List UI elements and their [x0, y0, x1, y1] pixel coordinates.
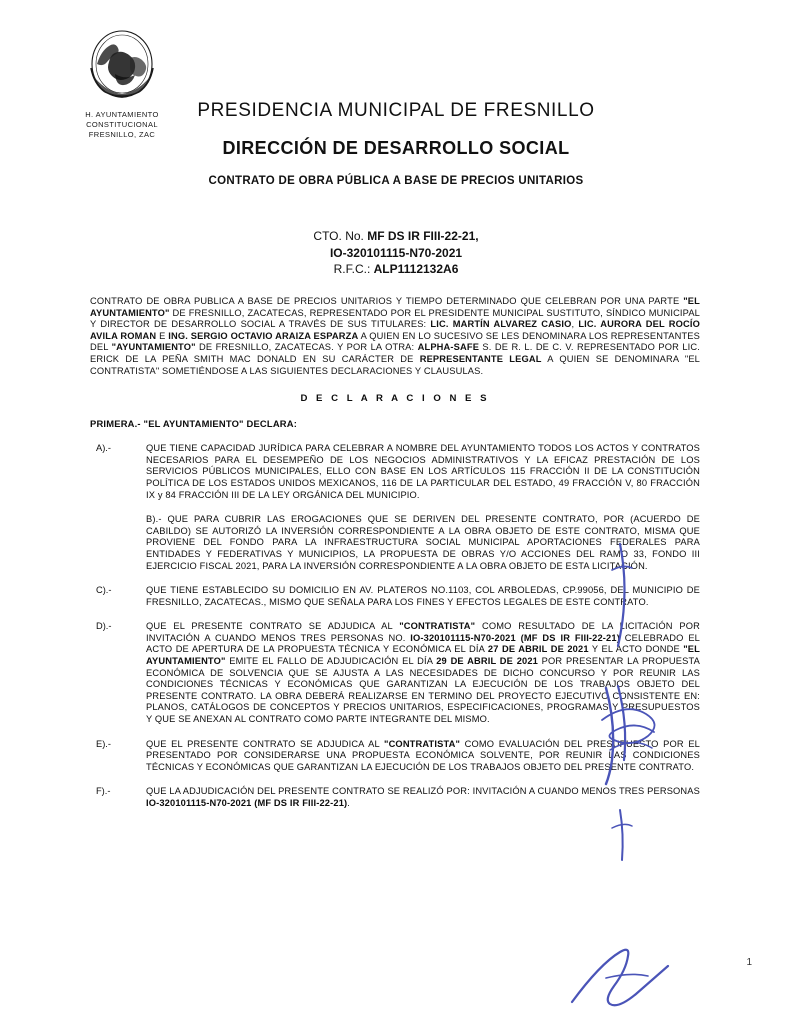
clause-e-paragraph: QUE EL PRESENTE CONTRATO SE ADJUDICA AL "CONTRATISTA" COMO EVALUACIÓN DEL PRESUPUESTO POR EL PRESENTADO POR CONSIDERARSE UNA PROPUESTA ECONÓMICA SOLVENTE, POR REUNIR LAS CONDICIONES TÉCNICAS Y ECONÓMICAS QUE GARANTIZAN LA EJECUCIÓN DE LOS TRABAJOS OBJETO DEL PRESENTE CONTRATO. [146, 738, 700, 772]
page-mark: 1 [746, 957, 752, 968]
clause-c [90, 585, 700, 608]
clause-e-text [146, 739, 700, 774]
clause-d [90, 621, 700, 725]
clause-b [90, 514, 700, 572]
intro-text: CONTRATO DE OBRA PUBLICA A BASE DE PRECIOS UNITARIOS Y TIEMPO DETERMINADO QUE CELEBRAN POR UNA PARTE "EL AYUNTAMIENTO" DE FRESNILLO, ZACATECAS, REPRESENTADO POR EL PRESIDENTE MUNICIPAL SUSTITUTO, SÍNDICO MUNICIPAL Y DIRECTOR DE DESARROLLO SOCIAL A TRAVÉS DE SUS TITULARES: LIC. MARTÍN ALVAREZ CASIO, LIC. AURORA DEL ROCÍO AVILA ROMAN E ING. SERGIO OCTAVIO ARAIZA ESPARZA A QUIEN EN LO SUCESIVO SE LES DENOMINARA LOS REPRESENTANTES DEL "AYUNTAMIENTO" DE FRESNILLO, ZACATECAS. Y POR LA OTRA: ALPHA-SAFE S. DE R. L. DE C. V. REPRESENTADO POR LIC. ERICK DE LA PEÑA SMITH MAC DONALD EN SU CARÁCTER DE REPRESENTANTE LEGAL A QUIEN SE DENOMINARA "EL CONTRATISTA" SOMETIÉNDOSE A LAS SIGUIENTES DECLARACIONES Y CLAUSULAS. [90, 296, 701, 376]
clause-a-paragraph: QUE TIENE CAPACIDAD JURÍDICA PARA CELEBRAR A NOMBRE DEL AYUNTAMIENTO TODOS LOS ACTOS Y CONTRATOS NECESARIOS PARA EL DESEMPEÑO DE LOS NEGOCIOS ADMINISTRATIVOS Y LA EFICAZ PRESTACIÓN DE LOS SERVICIOS PÚBLICOS MUNICIPALES, ELLO CON BASE EN LOS ARTÍCULOS 115 FRACCIÓN II DE LA CONSTITUCIÓN POLÍTICA DE LOS ESTADOS UNIDOS MEXICANOS, 116 DE LA PARTICULAR DEL ESTADO, 49 FRACCIÓN V, 80 FRACCIÓN IX y 84 FRACCIÓN III DE LA LEY ORGÁNICA DEL MUNICIPIO. [146, 443, 700, 500]
title-presidencia: PRESIDENCIA MUNICIPAL DE FRESNILLO [197, 100, 595, 121]
licitacion-number [60, 245, 732, 262]
clause-f-marker: F).- [96, 786, 111, 797]
signature-mark-4 [566, 944, 696, 1014]
rfc-label: R.F.C.: [333, 262, 371, 276]
cto-value: MF DS IR FIII-22-21, [367, 229, 479, 243]
clause-b-text [146, 514, 700, 572]
clause-a-text [146, 443, 700, 501]
clause-e-marker: E).- [96, 738, 111, 749]
clause-c-text [146, 585, 700, 608]
title-direccion: DIRECCIÓN DE DESARROLLO SOCIAL [222, 138, 570, 158]
letterhead-line-2: CONSTITUCIONAL [86, 120, 158, 129]
clause-f-text [146, 786, 700, 809]
clause-c-marker: C).- [96, 585, 112, 596]
rfc-line [60, 261, 732, 278]
clause-b-paragraph: B).- QUE PARA CUBRIR LAS EROGACIONES QUE SE DERIVEN DEL PRESENTE CONTRATO, POR (ACUERDO DE CABILDO) SE AUTORIZÓ LA INVERSIÓN CORRESPONDIENTE A LA OBRA OBJETO DE ESTE CONTRATO, MISMA QUE PROVIENE DEL FONDO PARA LA INFRAESTRUCTURA SOCIAL MUNICIPAL APORTACIONES FEDERALES PARA ENTIDADES Y FEDERATIVAS Y MUNICIPIOS, LA PROPUESTA DE OBRAS Y/O ACCIONES DEL RAMO 33, FONDO III EJERCICIO FISCAL 2021, PARA LA INVERSIÓN CORRESPONDIENTE A LA OBRA OBJETO DE ESTA LICITACIÓN. [146, 514, 700, 571]
letterhead-line-1: H. AYUNTAMIENTO [85, 110, 159, 119]
clause-f-paragraph: QUE LA ADJUDICACIÓN DEL PRESENTE CONTRATO SE REALIZÓ POR: INVITACIÓN A CUANDO MENOS TRES PERSONAS IO-320101115-N70-2021 (MF DS IR FIII-22-21). [146, 786, 700, 808]
title-contrato: CONTRATO DE OBRA PÚBLICA A BASE DE PRECIOS UNITARIOS [208, 175, 584, 187]
clause-b-marker [90, 514, 146, 572]
clause-e [90, 739, 700, 774]
cto-line [60, 228, 732, 245]
rfc-value: ALP1112132A6 [373, 262, 459, 276]
clause-d-marker: D).- [96, 621, 112, 632]
section-heading-declaraciones: D E C L A R A C I O N E S [300, 393, 490, 405]
clause-d-text [146, 621, 700, 725]
letterhead-line-3: FRESNILLO, ZAC [88, 130, 156, 139]
document-body [90, 296, 700, 823]
document-titles [60, 100, 732, 187]
clause-d-paragraph: QUE EL PRESENTE CONTRATO SE ADJUDICA AL "CONTRATISTA" COMO RESULTADO DE LA LICITACIÓN POR INVITACIÓN A CUANDO MENOS TRES PERSONAS NO. IO-320101115-N70-2021 (MF DS IR FIII-22-21) CELEBRADO EL ACTO DE APERTURA DE LA PROPUESTA TÉCNICA Y ECONÓMICA EL DÍA 27 DE ABRIL DE 2021 Y EL ACTO DONDE "EL AYUNTAMIENTO" EMITE EL FALLO DE ADJUDICACIÓN EL DÍA 29 DE ABRIL DE 2021 POR PRESENTAR LA PROPUESTA ECONÓMICA DE SOLVENCIA QUE SE AJUSTA A LAS NECESIDADES DE DICHO CONCURSO Y POR REUNIR LAS CONDICIONES TÉCNICAS Y ECONÓMICAS QUE GARANTIZAN LA EJECUCIÓN DE LOS TRABAJOS OBJETO DEL PRESENTE CONTRATO. LA OBRA DEBERÁ REALIZARSE EN TERMINO DEL PROYECTO EJECUTIVO CONSISTENTE EN: PLANOS, CATÁLOGOS DE CONCEPTOS Y PRECIOS UNITARIOS, ESPECIFICACIONES, PROGRAMAS Y PRESUPUESTOS Y QUE SE ANEXAN AL CONTRATO COMO PARTE INTEGRANTE DEL MISMO. [146, 621, 700, 725]
clause-a-marker: A).- [96, 443, 111, 454]
contract-identifiers [60, 228, 732, 278]
intro-paragraph [90, 296, 700, 377]
clause-a [90, 443, 700, 501]
primera-heading: PRIMERA.- "EL AYUNTAMIENTO" DECLARA: [90, 418, 298, 430]
clause-c-paragraph: QUE TIENE ESTABLECIDO SU DOMICILIO EN AV. PLATEROS NO.1103, COL ARBOLEDAS, CP.99056, DEL MUNICIPIO DE FRESNILLO, ZACATECAS., MISMO QUE SEÑALA PARA LOS FINES Y EFECTOS LEGALES DE ESTE CONTRATO. [146, 585, 700, 607]
cto-label: CTO. No. [313, 229, 364, 243]
mexican-coat-of-arms-icon [85, 28, 159, 106]
clause-f [90, 786, 700, 809]
licitacion-value: IO-320101115-N70-2021 [329, 245, 463, 260]
